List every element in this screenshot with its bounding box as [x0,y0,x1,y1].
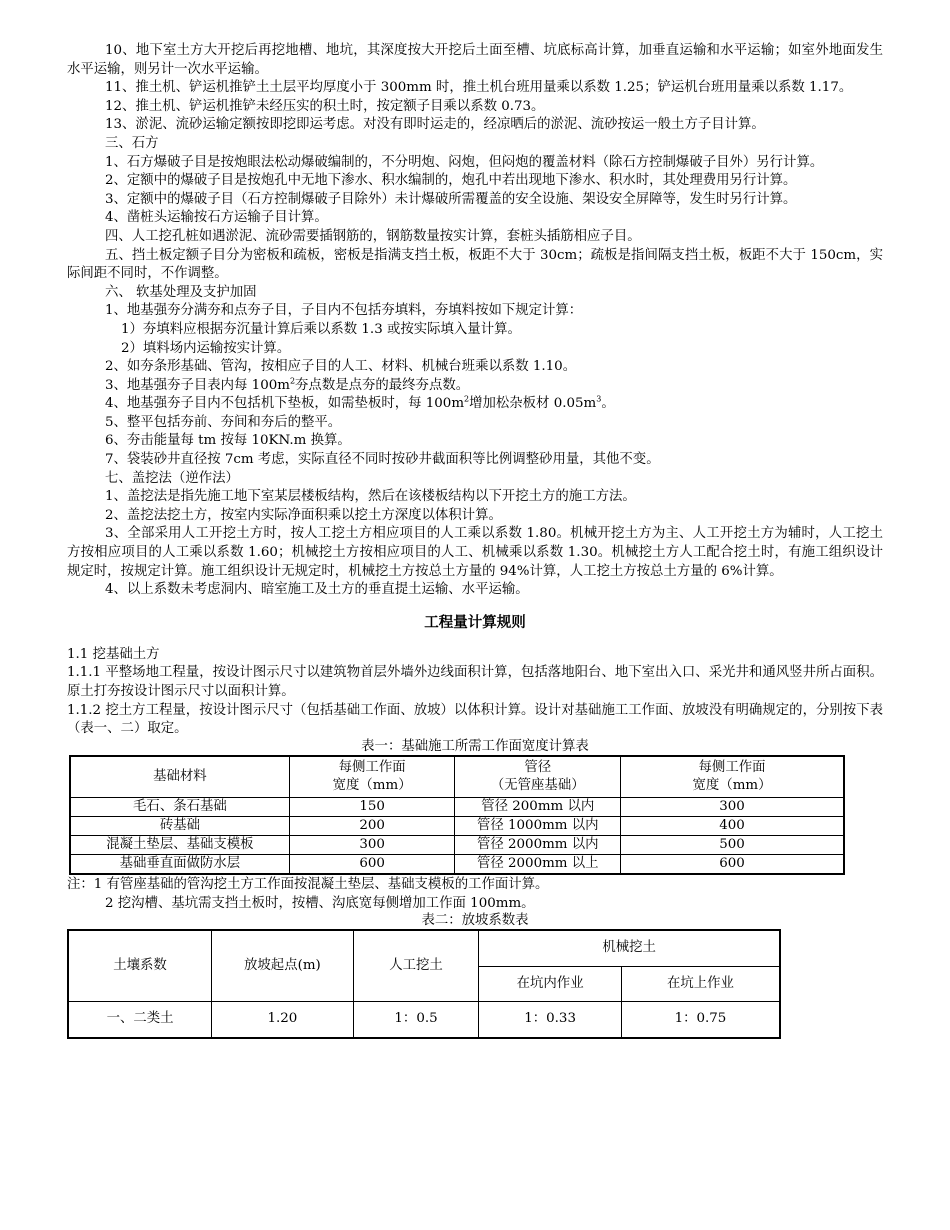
t1-header-line: （无管座基础） [490,777,585,793]
mid-paragraph: 2、盖挖法挖土方，按室内实际净面积乘以挖土方深度以体积计算。 [105,507,502,523]
t1-cell: 600 [621,854,844,874]
top-paragraph: 2、定额中的爆破子目是按炮孔中无地下渗水、积水编制的，炮孔中若出现地下渗水、积水时，其处理费用另行计算。 [105,173,797,189]
notes [67,875,883,913]
t1-header-cell [70,756,289,798]
t2-header-on-pit: 在坑上作业 [621,967,780,1002]
t2-header-machine: 机械挖土 [479,930,780,967]
t2-header-start: 放坡起点(m) [212,930,354,1002]
note-1: 注：1 有管座基础的管沟挖土方工作面按混凝土垫层、基础支模板的工作面计算。 [67,876,549,892]
top-paragraph: 四、人工挖孔桩如遇淤泥、流砂需要插钢筋的，钢筋数量按实计算，套桩头插筋相应子目。 [105,228,641,244]
t1-header-line: 每侧工作面 [698,759,766,775]
paragraphs-mid [67,414,883,600]
top-paragraph: 12、推土机、铲运机推铲未经压实的积土时，按定额子目乘以系数 0.73。 [105,98,545,114]
mid-paragraph: 4、以上系数未考虑洞内、暗室施工及土方的垂直提土运输、水平运输。 [105,582,529,598]
t1-row [70,816,844,835]
t1-header-cell [289,756,455,798]
t2-cell: 一、二类土 [68,1002,212,1038]
rules-paragraph: 1.1.2 挖土方工程量，按设计图示尺寸（包括基础工作面、放坡）以体积计算。设计对基础施工工作面、放坡没有明确规定的，分别按下表（表一、二）取定。 [67,702,883,737]
paragraph-tamping-points: 3、地基强夯子目表内每 $100m^2$夯点数是点夯的最终夯点数。 [105,376,470,393]
section-title: 工程量计算规则 [424,614,526,631]
top-paragraph: 六、 软基处理及支护加固 [105,284,257,300]
t1-cell: 砖基础 [70,816,289,835]
t1-row [70,854,844,874]
t1-header-line: 每侧工作面 [338,759,406,775]
t1-row [70,797,844,816]
top-paragraph: 2、如夯条形基础、管沟，按相应子目的人工、材料、机械台班乘以系数 1.10。 [105,359,577,375]
top-paragraph: 三、石方 [105,135,159,151]
t1-cell: 管径 2000mm 以上 [455,854,621,874]
top-paragraph: 11、推土机、铲运机推铲土土层平均厚度小于 300mm 时，推土机台班用量乘以系数 1.25；铲运机台班用量乘以系数 1.17。 [105,80,853,96]
t1-cell: 基础垂直面做防水层 [70,854,289,874]
paragraphs-top [67,42,883,377]
t1-header-line: 基础材料 [153,768,207,784]
rules-paragraph: 1.1.1 平整场地工程量，按设计图示尺寸以建筑物首层外墙外边线面积计算，包括落地阳台、地下室出入口、采光井和通风竖井所占面积。原土打夯按设计图示尺寸以面积计算。 [67,665,883,699]
table1-caption: 表一：基础施工所需工作面宽度计算表 [361,738,589,754]
slope-coefficient-table [67,929,781,1039]
t1-cell: 500 [621,835,844,854]
t1-header-line: 宽度（mm） [692,777,772,793]
t1-cell: 300 [621,797,844,816]
work-face-width-table [69,755,845,875]
t2-cell: 1：0.75 [621,1002,780,1038]
t1-cell: 200 [289,816,455,835]
note-2: 2 挖沟槽、基坑需支挡土板时，按槽、沟底宽每侧增加工作面 100mm。 [105,895,535,911]
t2-header-in-pit: 在坑内作业 [479,967,622,1002]
paragraphs-rules [67,646,883,739]
mid-paragraph: 6、夯击能量每 tm 按每 10KN.m 换算。 [105,433,351,449]
mid-paragraph: 1、盖挖法是指先施工地下室某层楼板结构，然后在该楼板结构以下开挖土方的施工方法。 [105,489,636,505]
t1-cell: 150 [289,797,455,816]
t2-cell: 1：0.33 [479,1002,622,1038]
top-paragraph: 13、淤泥、流砂运输定额按即挖即运考虑。对没有即时运走的，经凉晒后的淤泥、流砂按运一般土方子目计算。 [105,117,765,133]
t1-header-line: 管径 [524,759,552,775]
t1-cell: 管径 200mm 以内 [455,797,621,816]
mid-paragraph: 3、全部采用人工开挖土方时，按人工挖土方相应项目的人工乘以系数 1.80。机械开挖土方为主、人工开挖土方为辅时，人工挖土方按相应项目的人工乘以系数 1.60；机械挖土方按相应项目的人工、机械乘以系数 1.30。机械挖土方人工配合挖土时，有施工组织设计规定时，按规定计算。施工组织设计无规定时，机械挖土方按总土方量的 94%计算，人工挖土方按总土方量的 6%计算。 [67,526,883,579]
t2-cell: 1.20 [212,1002,354,1038]
t1-cell: 混凝土垫层、基础支模板 [70,835,289,854]
t1-row [70,835,844,854]
top-paragraph: 五、挡土板定额子目分为密板和疏板，密板是指满支挡土板，板距不大于 30cm；疏板是指间隔支挡土板，板距不大于 150cm，实际间距不同时，不作调整。 [67,247,883,282]
t1-header-line: 宽度（mm） [332,777,412,793]
mid-paragraph: 七、盖挖法（逆作法） [105,470,239,486]
document-page [67,42,883,1039]
rules-paragraph: 1.1 挖基础土方 [67,646,160,662]
t1-cell: 管径 1000mm 以内 [455,816,621,835]
t2-header-soil: 土壤系数 [68,930,212,1002]
table2-caption: 表二：放坡系数表 [421,912,529,928]
t1-cell: 600 [289,854,455,874]
top-paragraph: 1）夯填料应根据夯沉量计算后乘以系数 1.3 或按实际填入量计算。 [121,321,521,337]
top-paragraph: 3、定额中的爆破子目（石方控制爆破子目除外）未计爆破所需覆盖的安全设施、架设安全屏障等，发生时另行计算。 [105,191,797,207]
t1-header-cell [621,756,844,798]
t1-cell: 400 [621,816,844,835]
t1-cell: 管径 2000mm 以内 [455,835,621,854]
t2-row [68,1002,780,1038]
t1-header-cell [455,756,621,798]
paragraph-tamping-board: 4、地基强夯子目内不包括机下垫板，如需垫板时，每 $100m^2$增加松杂板材 $0.05m^3$。 [105,394,615,412]
t1-cell: 毛石、条石基础 [70,797,289,816]
mid-paragraph: 5、整平包括夯前、夯间和夯后的整平。 [105,414,342,430]
top-paragraph: 4、凿桩头运输按石方运输子目计算。 [105,210,328,226]
t2-cell: 1：0.5 [353,1002,479,1038]
top-paragraph: 10、地下室土方大开挖后再挖地槽、地坑，其深度按大开挖后土面至槽、坑底标高计算，加垂直运输和水平运输；如室外地面发生水平运输，则另计一次水平运输。 [67,43,883,77]
top-paragraph: 1、石方爆破子目是按炮眼法松动爆破编制的，不分明炮、闷炮，但闷炮的覆盖材料（除石方控制爆破子目外）另行计算。 [105,154,824,170]
top-paragraph: 1、地基强夯分满夯和点夯子目，子目内不包括夯填料，夯填料按如下规定计算： [105,303,583,319]
t1-cell: 300 [289,835,455,854]
mid-paragraph: 7、袋装砂井直径按 7cm 考虑，实际直径不同时按砂井截面积等比例调整砂用量，其他不变。 [105,452,660,468]
top-paragraph: 2）填料场内运输按实计算。 [121,340,291,356]
t2-header-manual: 人工挖土 [353,930,479,1002]
